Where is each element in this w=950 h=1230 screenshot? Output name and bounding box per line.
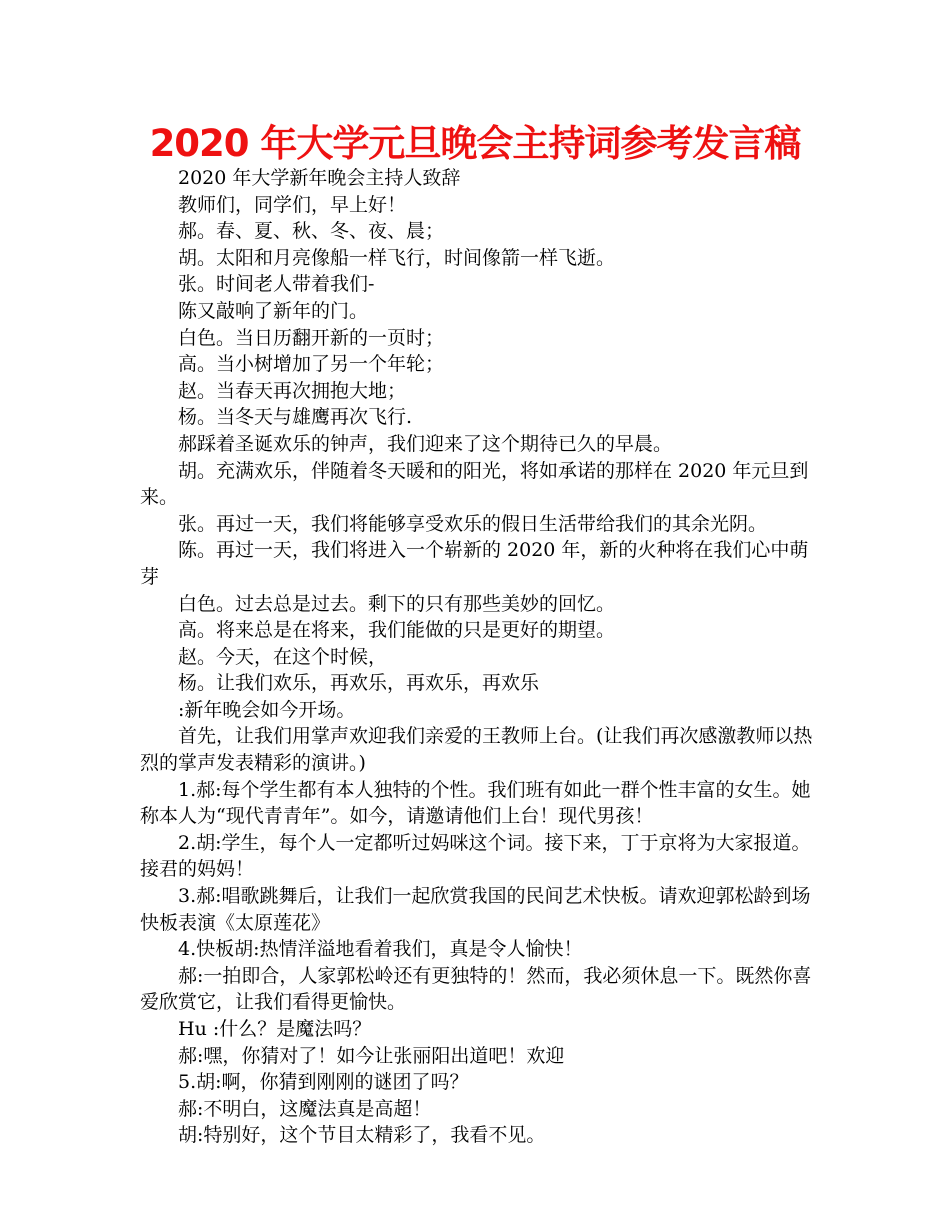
- paragraph: 郝。春、夏、秋、冬、夜、晨；: [178, 220, 445, 243]
- paragraph: 张。时间老人带着我们-: [178, 273, 375, 296]
- paragraph: 杨。让我们欢乐，再欢乐，再欢乐，再欢乐: [178, 672, 540, 695]
- paragraph: 3.郝:唱歌跳舞后，让我们一起欣赏我国的民间艺术快板。请欢迎郭松龄到场快板表演《太原莲花》: [140, 885, 811, 934]
- paragraph: 张。再过一天，我们将能够享受欢乐的假日生活带给我们的其余光阴。: [178, 512, 768, 535]
- paragraph: 陈。再过一天，我们将进入一个崭新的 2020 年，新的火种将在我们心中萌芽: [140, 539, 809, 588]
- paragraph: 赵。今天，在这个时候，: [178, 645, 388, 668]
- paragraph: :新年晚会如今开场。: [178, 698, 356, 721]
- paragraph: 赵。当春天再次拥抱大地；: [178, 379, 407, 402]
- paragraph: 陈又敲响了新年的门。: [178, 299, 369, 322]
- paragraph: 郝:一拍即合，人家郭松岭还有更独特的！然而，我必须休息一下。既然你喜爱欣赏它，让我们看得更愉快。: [140, 964, 812, 1014]
- paragraph: 4.快板胡:热情洋溢地看着我们，真是令人愉快！: [178, 938, 583, 961]
- paragraph: 2.胡:学生，每个人一定都听过妈咪这个词。接下来，丁于京将为大家报道。接君的妈妈！: [140, 831, 811, 881]
- paragraph: 首先，让我们用掌声欢迎我们亲爱的王教师上台。(让我们再次感激教师以热烈的掌声发表精彩的演讲。): [140, 725, 813, 775]
- paragraph: 杨。当冬天与雄鹰再次飞行.: [178, 406, 413, 429]
- document-body: [140, 165, 825, 1149]
- document-title: 2020 年大学元旦晚会主持词参考发言稿: [149, 122, 801, 165]
- paragraph: 郝:嘿，你猜对了！如今让张丽阳出道吧！欢迎: [178, 1044, 565, 1067]
- paragraph: 教师们，同学们，早上好！: [178, 193, 407, 216]
- paragraph: 白色。当日历翻开新的一页时；: [178, 326, 445, 349]
- paragraph: 胡:特别好，这个节目太精彩了，我看不见。: [178, 1124, 546, 1147]
- paragraph: 高。将来总是在将来，我们能做的只是更好的期望。: [178, 619, 616, 642]
- paragraph: Hu :什么？是魔法吗？: [178, 1018, 372, 1040]
- paragraph: 2020 年大学新年晚会主持人致辞: [178, 167, 461, 189]
- paragraph: 郝踩着圣诞欢乐的钟声，我们迎来了这个期待已久的早晨。: [178, 432, 673, 455]
- paragraph: 高。当小树增加了另一个年轮；: [178, 353, 445, 376]
- paragraph: 1.郝:每个学生都有本人独特的个性。我们班有如此一群个性丰富的女生。她称本人为“现代青青年”。如今，请邀请他们上台！现代男孩！: [140, 778, 811, 828]
- paragraph: 郝:不明白，这魔法真是高超！: [178, 1097, 432, 1120]
- paragraph: 白色。过去总是过去。剩下的只有那些美妙的回忆。: [178, 592, 616, 615]
- paragraph: 胡。太阳和月亮像船一样飞行，时间像箭一样飞逝。: [178, 246, 616, 269]
- paragraph: 5.胡:啊，你猜到刚刚的谜团了吗？: [178, 1071, 469, 1094]
- paragraph: 胡。充满欢乐，伴随着冬天暖和的阳光，将如承诺的那样在 2020 年元旦到来。: [140, 459, 809, 509]
